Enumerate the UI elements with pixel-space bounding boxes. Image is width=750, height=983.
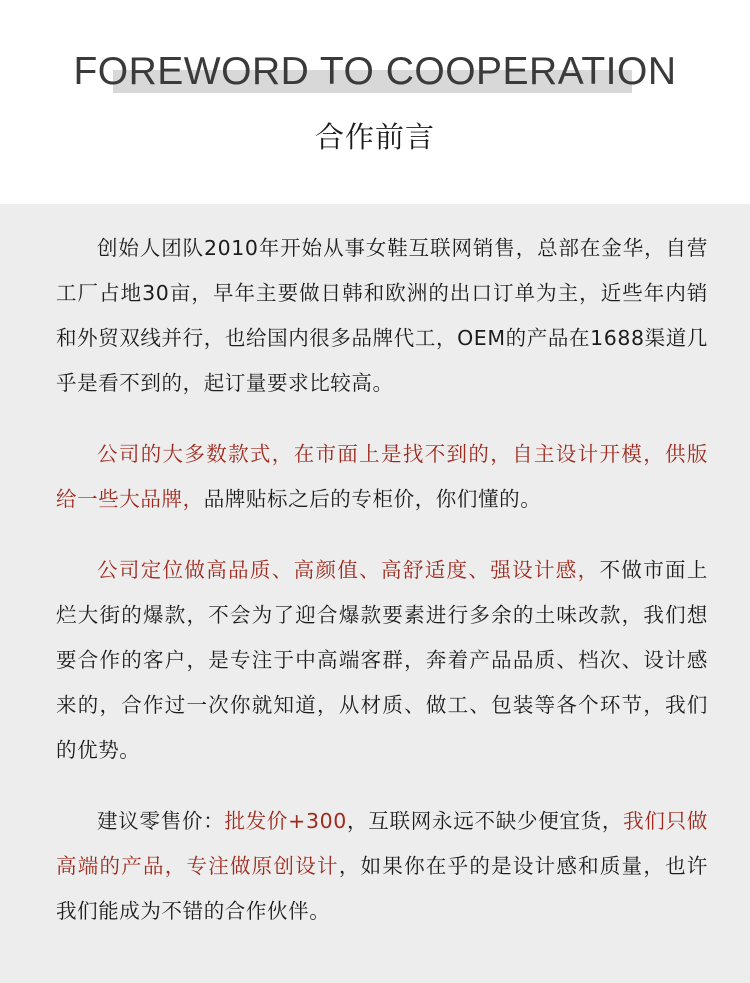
paragraph-original-design bbox=[56, 432, 708, 522]
page-title-english: FOREWORD TO COOPERATION bbox=[73, 50, 677, 93]
body-text: ，互联网永远不缺少便宜货， bbox=[346, 809, 624, 833]
body-text: ，如果你在乎的是设计感和质量，也许我们能成为不错的合作伙伴。 bbox=[56, 854, 708, 923]
paragraph-container bbox=[56, 226, 708, 934]
english-title-block bbox=[0, 48, 750, 104]
body-text: 建议零售价： bbox=[97, 809, 225, 833]
paragraph-company-history bbox=[56, 226, 708, 406]
body-text: 创始人团队2010年开始从事女鞋互联网销售，总部在金华，自营工厂占地30亩，早年主要做日韩和欧洲的出口订单为主，近些年内销和外贸双线并行，也给国内很多品牌代工，OEM的产品在1688渠道几乎是看不到的，起订量要求比较高。 bbox=[56, 236, 708, 395]
paragraph-pricing bbox=[56, 799, 708, 934]
highlight-text: 我们只做高端的产品，专注做原创设计 bbox=[56, 809, 708, 878]
page-body bbox=[0, 204, 750, 983]
page-header bbox=[0, 0, 750, 204]
highlight-text: 公司的大多数款式，在市面上是找不到的，自主设计开模，供版给一些大品牌， bbox=[56, 442, 708, 511]
paragraph-positioning bbox=[56, 548, 708, 773]
page-title-chinese: 合作前言 bbox=[314, 120, 435, 154]
highlight-text: 批发价+300 bbox=[224, 809, 347, 833]
body-text: 不做市面上烂大街的爆款，不会为了迎合爆款要素进行多余的土味改款，我们想要合作的客户，是专注于中高端客群，奔着产品品质、档次、设计感来的，合作过一次你就知道，从材质、做工、包装等各个环节，我们的优势。 bbox=[56, 558, 708, 762]
highlight-text: 公司定位做高品质、高颜值、高舒适度、强设计感， bbox=[97, 558, 600, 582]
body-text: 品牌贴标之后的专柜价，你们懂的。 bbox=[203, 487, 542, 511]
